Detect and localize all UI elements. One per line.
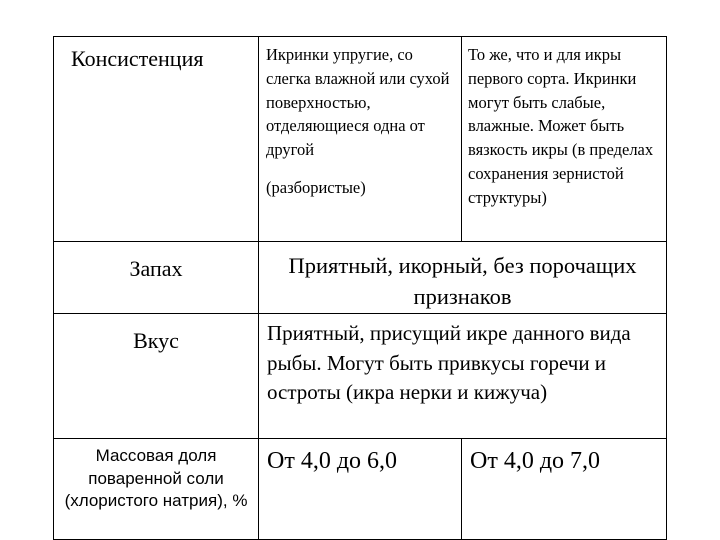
row-name-consistency: Консистенция xyxy=(71,46,204,71)
consistency-first-grade xyxy=(259,37,461,200)
table-cell xyxy=(462,439,667,540)
taste-description: Приятный, присущий икре данного вида рыбы. Могут быть привкусы горечи и остроты (икра нерки и кижуча) xyxy=(267,321,631,404)
row-name-salt: Массовая доля поваренной соли (хлористого натрия), % xyxy=(64,446,248,510)
table-cell xyxy=(54,439,259,540)
table-cell xyxy=(259,314,667,439)
table-cell xyxy=(54,242,259,314)
table-cell xyxy=(259,242,667,314)
consistency-first-grade-text: Икринки упругие, со слегка влажной или сухой поверхностью, отделяющиеся одна от другой xyxy=(266,45,450,160)
consistency-second-grade: То же, что и для икры первого сорта. Икринки могут быть слабые, влажные. Может быть вязкость икры (в пределах сохранения зернистой структуры) xyxy=(468,45,654,207)
row-name-smell: Запах xyxy=(129,256,183,281)
table-cell xyxy=(259,37,462,242)
table-cell xyxy=(259,439,462,540)
table-row xyxy=(54,242,667,314)
consistency-first-grade-note: (разбористые) xyxy=(266,177,366,197)
table-cell xyxy=(462,37,667,242)
salt-first-grade: От 4,0 до 6,0 xyxy=(267,448,398,474)
table-row xyxy=(54,314,667,439)
quality-indicators-table xyxy=(53,36,667,540)
table-row xyxy=(54,37,667,242)
smell-description: Приятный, икорный, без порочащих признаков xyxy=(288,253,637,309)
table-cell xyxy=(54,37,259,242)
table-row xyxy=(54,439,667,540)
salt-second-grade: От 4,0 до 7,0 xyxy=(470,448,601,474)
row-name-taste: Вкус xyxy=(133,328,179,353)
table-cell xyxy=(54,314,259,439)
